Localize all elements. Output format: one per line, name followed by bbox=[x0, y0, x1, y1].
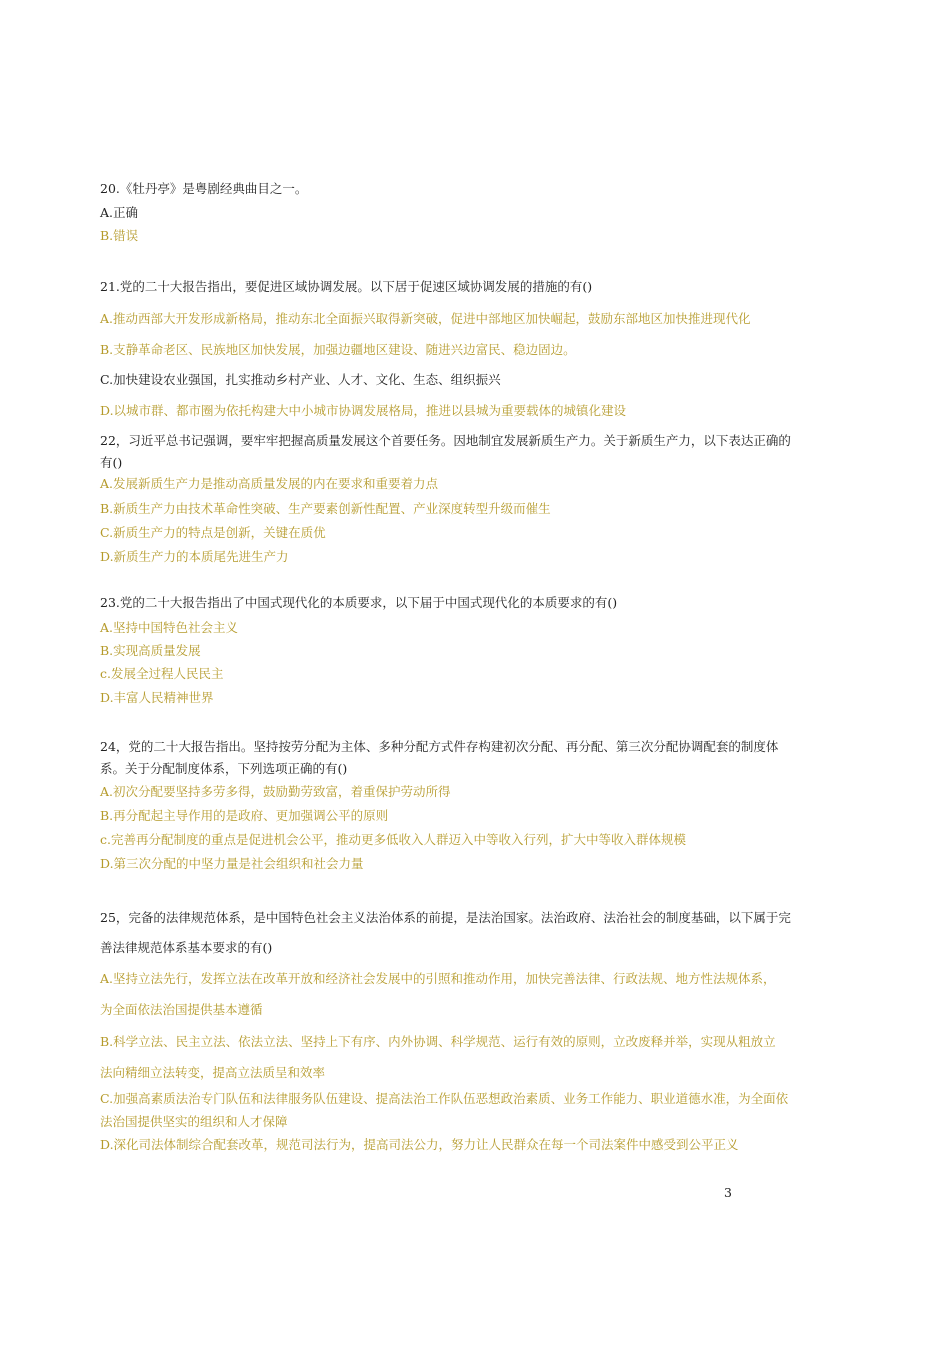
question-23-option-a: A.坚持中国特色社会主义 bbox=[100, 620, 239, 635]
question-23-option-b: B.实现高质量发展 bbox=[100, 643, 201, 658]
question-21-stem: 21.党的二十大报告指出，要促进区域协调发展。以下居于促速区域协调发展的措施的有() bbox=[100, 279, 593, 294]
question-20-option-a: A.正确 bbox=[100, 205, 139, 220]
question-25-option-c-line1: C.加强高素质法治专门队伍和法律服务队伍建设、提高法治工作队伍恶想政治素质、业务工作能力、职业道德水准，为全面依 bbox=[100, 1091, 789, 1106]
question-21-option-b: B.支静革命老区、民族地区加快发展，加强边疆地区建设、随进兴边富民、稳边固边。 bbox=[100, 342, 576, 357]
question-20-stem: 20.《牡丹亭》是粤剧经典曲目之一。 bbox=[100, 181, 308, 196]
question-23-stem: 23.党的二十大报告指出了中国式现代化的本质要求，以下届于中国式现代化的本质要求的有() bbox=[100, 595, 618, 610]
question-23-option-d: D.丰富人民精神世界 bbox=[100, 690, 214, 705]
question-22-stem-line2: 有() bbox=[100, 455, 123, 470]
question-24-option-d: D.第三次分配的中坚力量是社会组织和社会力量 bbox=[100, 856, 364, 871]
question-25-option-c-line2: 法治国提供坚实的组织和人才保障 bbox=[100, 1114, 288, 1129]
question-21-option-a: A.推动西部大开发形成新格局，推动东北全面振兴取得新突破，促进中部地区加快崛起，鼓励东部地区加快推进现代化 bbox=[100, 311, 751, 326]
question-25-stem-line2: 善法律规范体系基本要求的有() bbox=[100, 940, 273, 955]
question-20-option-b: B.错误 bbox=[100, 228, 139, 243]
question-22-option-d: D.新质生产力的本质尾先进生产力 bbox=[100, 549, 289, 564]
question-23-option-c: c.发展全过程人民民主 bbox=[100, 666, 224, 681]
question-24-option-b: B.再分配起主导作用的是政府、更加强调公平的原则 bbox=[100, 808, 389, 823]
page-number: 3 bbox=[724, 1185, 732, 1200]
question-25-stem-line1: 25，完备的法律规范体系，是中国特色社会主义法治体系的前提，是法治国家。法治政府、法治社会的制度基础，以下属于完 bbox=[100, 910, 791, 925]
question-24-option-c: c.完善再分配制度的重点是促进机会公平，推动更多低收入人群迈入中等收入行列，扩大中等收入群体规模 bbox=[100, 832, 686, 847]
question-25-option-b-line1: B.科学立法、民主立法、依法立法、坚持上下有序、内外协调、科学规范、运行有效的原则，立改废释并举，实现从粗放立 bbox=[100, 1034, 776, 1049]
question-24-stem-line2: 系。关于分配制度体系，下列选项正确的有() bbox=[100, 761, 348, 776]
question-25-option-d: D.深化司法体制综合配套改革，规范司法行为，提高司法公力，努力让人民群众在每一个司法案件中感受到公平正义 bbox=[100, 1137, 739, 1152]
question-22-stem-line1: 22，习近平总书记强调，要牢牢把握高质量发展这个首要任务。因地制宜发展新质生产力。关于新质生产力，以下表达正确的 bbox=[100, 433, 791, 448]
question-21-option-c: C.加快建设农业强国，扎实推动乡村产业、人才、文化、生态、组织振兴 bbox=[100, 372, 501, 387]
question-25-option-a-line2: 为全面依法治国提供基本遵循 bbox=[100, 1002, 263, 1017]
question-24-option-a: A.初次分配要坚持多劳多得，鼓励勤劳致富，着重保护劳动所得 bbox=[100, 784, 451, 799]
question-22-option-c: C.新质生产力的特点是创新，关键在质优 bbox=[100, 525, 326, 540]
question-22-option-a: A.发展新质生产力是推动高质量发展的内在要求和重要着力点 bbox=[100, 476, 439, 491]
question-25-option-b-line2: 法向精细立法转变，提高立法质呈和效率 bbox=[100, 1065, 326, 1080]
question-21-option-d: D.以城市群、都市圈为依托构建大中小城市协调发展格局，推进以县城为重要载体的城镇化建设 bbox=[100, 403, 627, 418]
question-25-option-a-line1: A.坚持立法先行，发挥立法在改革开放和经济社会发展中的引照和推动作用，加快完善法律、行政法规、地方性法规体系， bbox=[100, 971, 776, 986]
question-24-stem-line1: 24，党的二十大报告指出。坚持按劳分配为主体、多种分配方式件存构建初次分配、再分配、第三次分配协调配套的制度体 bbox=[100, 739, 779, 754]
question-22-option-b: B.新质生产力由技术革命性突破、生产要素创新性配置、产业深度转型升级而催生 bbox=[100, 501, 551, 516]
